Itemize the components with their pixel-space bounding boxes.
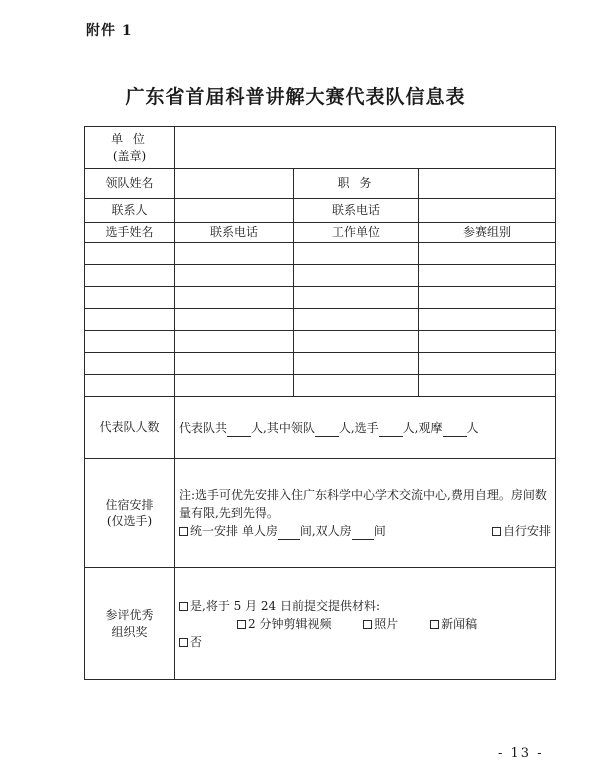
position-cell[interactable] — [419, 169, 556, 199]
team-size-text: 人,其中领队 — [251, 420, 315, 435]
contact-phone-label: 联系电话 — [294, 199, 419, 223]
unit-row — [85, 127, 556, 169]
table-cell[interactable] — [294, 309, 419, 331]
lodging-note: 注:选手可优先安排入住广东科学中心学术交流中心,费用自理。房间数量有限,先到先得。 — [179, 488, 547, 520]
contact-row — [85, 199, 556, 223]
table-cell[interactable] — [294, 243, 419, 265]
news-checkbox[interactable] — [430, 620, 439, 629]
table-cell[interactable] — [175, 375, 294, 397]
video-label: 2 分钟剪辑视频 — [248, 616, 332, 631]
lodging-cell — [175, 459, 556, 568]
team-size-text: 代表队共 — [179, 420, 228, 435]
table-cell[interactable] — [85, 287, 175, 309]
self-arrange-checkbox[interactable] — [492, 527, 501, 536]
table-cell[interactable] — [294, 287, 419, 309]
room-unit-label: 间 — [373, 524, 386, 538]
team-size-label: 代表队人数 — [85, 397, 175, 459]
attachment-label: 附件 1 — [86, 23, 133, 39]
leader-name-cell[interactable] — [175, 169, 294, 199]
table-row — [85, 331, 556, 353]
team-size-cell — [175, 397, 556, 459]
award-yes-line — [179, 597, 551, 615]
award-label: 参评优秀 — [105, 608, 154, 623]
table-cell[interactable] — [175, 265, 294, 287]
table-cell[interactable] — [419, 243, 556, 265]
team-size-text: 人,观摩 — [402, 420, 443, 435]
unified-label: 统一安排 — [190, 524, 239, 538]
team-size-text: 人,选手 — [338, 420, 379, 435]
table-cell[interactable] — [419, 287, 556, 309]
table-cell[interactable] — [294, 375, 419, 397]
news-label: 新闻稿 — [441, 616, 478, 631]
award-yes-label: 是,将于 5 月 24 日前提交提供材料: — [190, 598, 381, 613]
table-cell[interactable] — [85, 375, 175, 397]
lodging-row — [85, 459, 556, 568]
table-cell[interactable] — [175, 353, 294, 375]
table-cell[interactable] — [419, 331, 556, 353]
award-no-label: 否 — [190, 634, 203, 649]
contact-phone-cell[interactable] — [419, 199, 556, 223]
unit-label-cell — [85, 127, 175, 169]
award-row — [85, 568, 556, 680]
team-size-row — [85, 397, 556, 459]
table-cell[interactable] — [419, 309, 556, 331]
table-cell[interactable] — [85, 265, 175, 287]
photo-checkbox[interactable] — [363, 620, 372, 629]
table-cell[interactable] — [175, 287, 294, 309]
contact-cell[interactable] — [175, 199, 294, 223]
table-cell[interactable] — [85, 309, 175, 331]
column-header-row — [85, 223, 556, 243]
position-label: 职 务 — [294, 169, 419, 199]
column-header: 工作单位 — [294, 223, 419, 243]
table-cell[interactable] — [294, 265, 419, 287]
table-cell[interactable] — [419, 353, 556, 375]
table-cell[interactable] — [419, 375, 556, 397]
award-materials-line — [179, 615, 551, 633]
table-row — [85, 265, 556, 287]
table-cell[interactable] — [294, 331, 419, 353]
leader-name-label: 领队姓名 — [85, 169, 175, 199]
lodging-sub-label: (仅选手) — [106, 514, 153, 528]
team-info-form — [84, 126, 556, 680]
unit-sub-label: (盖章) — [112, 148, 147, 163]
contact-label: 联系人 — [85, 199, 175, 223]
table-row — [85, 287, 556, 309]
page-title: 广东省首届科普讲解大赛代表队信息表 — [125, 86, 466, 108]
team-total-blank[interactable] — [227, 436, 251, 437]
lodging-options — [179, 522, 551, 540]
unified-checkbox[interactable] — [179, 527, 188, 536]
column-header: 选手姓名 — [85, 223, 175, 243]
leader-row — [85, 169, 556, 199]
lodging-self-group — [492, 522, 551, 540]
table-row — [85, 375, 556, 397]
table-row — [85, 309, 556, 331]
table-cell[interactable] — [419, 265, 556, 287]
award-yes-checkbox[interactable] — [179, 602, 188, 611]
leader-count-blank[interactable] — [315, 436, 339, 437]
player-count-blank[interactable] — [379, 436, 403, 437]
table-cell[interactable] — [294, 353, 419, 375]
table-cell[interactable] — [85, 331, 175, 353]
unit-value-cell[interactable] — [175, 127, 556, 169]
table-cell[interactable] — [175, 331, 294, 353]
column-header: 参赛组别 — [419, 223, 556, 243]
column-header: 联系电话 — [175, 223, 294, 243]
award-no-line — [179, 633, 551, 651]
table-cell[interactable] — [175, 309, 294, 331]
lodging-unified-group — [179, 522, 386, 540]
single-room-label: 单人房 — [241, 524, 278, 538]
video-checkbox[interactable] — [237, 620, 246, 629]
table-row — [85, 243, 556, 265]
double-room-blank[interactable] — [352, 539, 374, 540]
double-room-label: 间,双人房 — [299, 524, 352, 538]
award-label-cell — [85, 568, 175, 680]
award-sub-label: 组织奖 — [111, 624, 148, 639]
table-cell[interactable] — [85, 243, 175, 265]
unit-label: 单 位 — [111, 132, 148, 147]
single-room-blank[interactable] — [278, 539, 300, 540]
observer-count-blank[interactable] — [443, 436, 467, 437]
table-cell[interactable] — [85, 353, 175, 375]
page-number: - 13 - — [498, 746, 544, 761]
player-rows — [85, 243, 556, 397]
award-cell — [175, 568, 556, 680]
self-arrange-label: 自行安排 — [502, 524, 551, 538]
photo-label: 照片 — [374, 616, 399, 631]
lodging-label-cell — [85, 459, 175, 568]
lodging-label: 住宿安排 — [105, 497, 154, 512]
award-no-checkbox[interactable] — [179, 638, 188, 647]
team-size-text: 人 — [466, 420, 479, 435]
table-cell[interactable] — [175, 243, 294, 265]
table-row — [85, 353, 556, 375]
